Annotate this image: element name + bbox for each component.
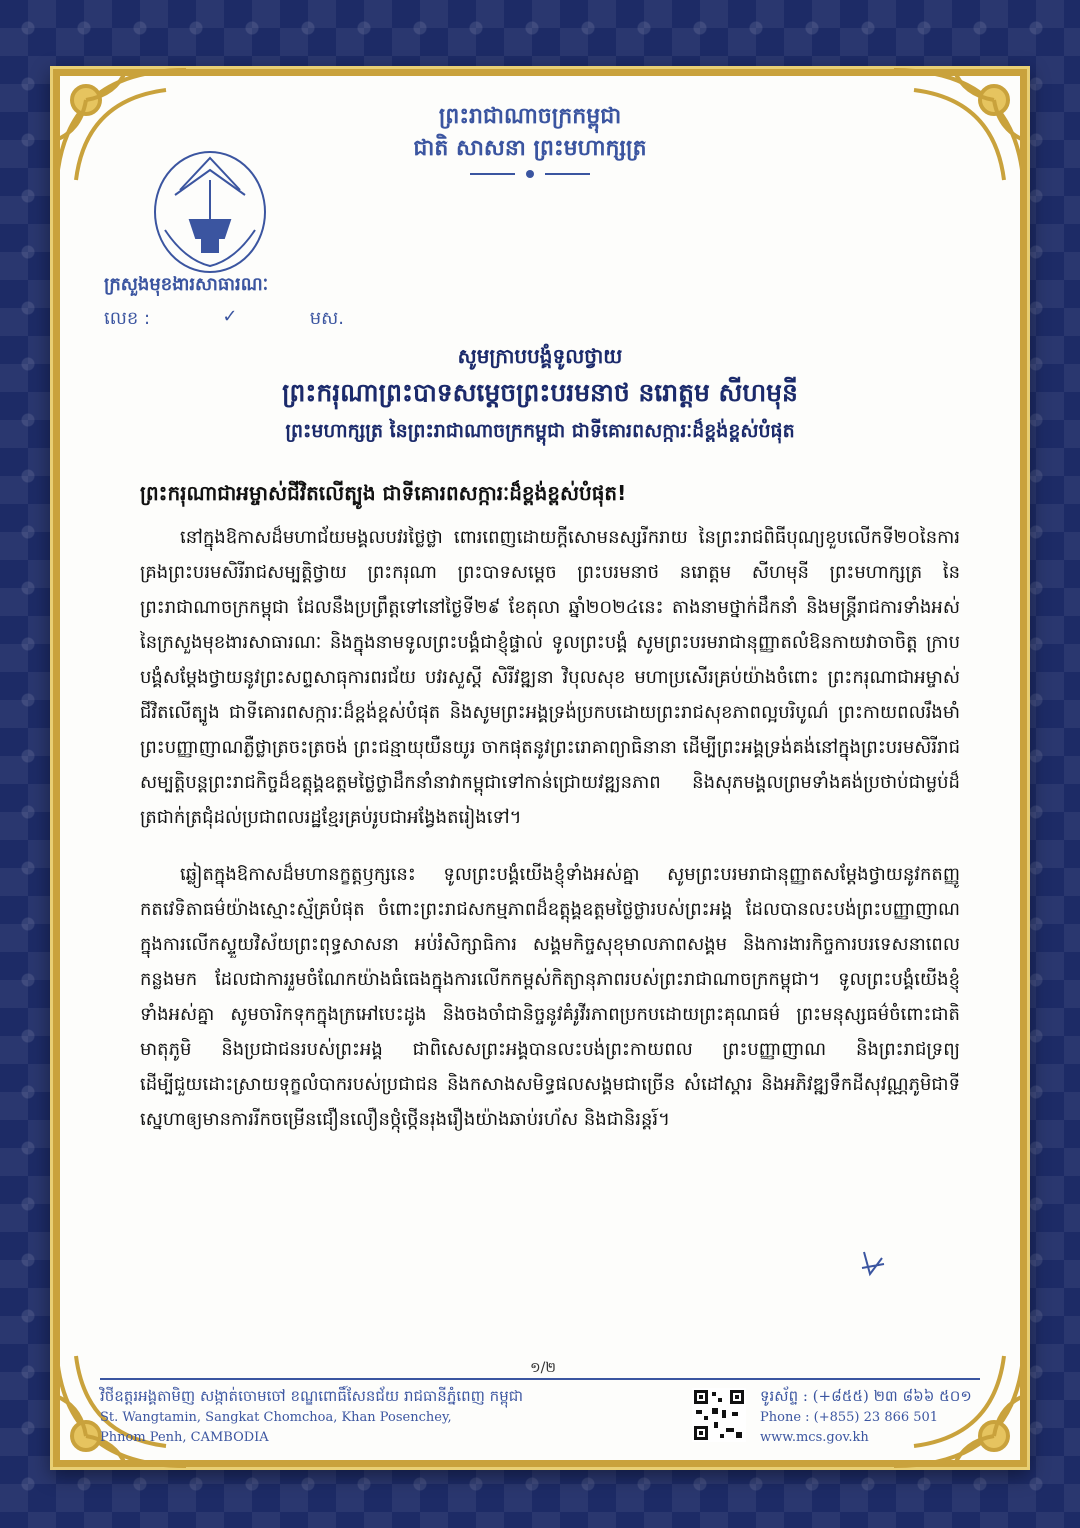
salutation: ព្រះករុណាជាអម្ចាស់ជីវិតលើត្បូង ជាទីគោរពសក្ការៈដ៏ខ្ពង់ខ្ពស់បំផុត! (140, 481, 627, 505)
address-english-2: Phnom Penh, CAMBODIA (100, 1430, 269, 1445)
paragraph-1: នៅក្នុងឱកាសដ៏មហាជ័យមង្គលបវរថ្លៃថ្លា ពោរពេញដោយក្តីសោមនស្សរីករាយ នៃព្រះរាជពិធីបុណ្យខួបលើកទី២០នៃការគ្រងព្រះបរមសិរីរាជសម្បត្តិថ្វាយ ព្រះករុណា ព្រះបាទសម្តេច ព្រះបរមនាថ នរោត្តម សីហមុនី ព្រះមហាក្សត្រ នៃព្រះរាជាណាចក្រកម្ពុជា ដែលនឹងប្រព្រឹត្តទៅនៅថ្ងៃទី២៩ ខែតុលា ឆ្នាំ២០២៤នេះ តាងនាមថ្នាក់ដឹកនាំ និងមន្ត្រីរាជការទាំងអស់នៃក្រសួងមុខងារសាធារណៈ និងក្នុងនាមទូលព្រះបង្គំជាខ្ញុំផ្ទាល់ ទូលព្រះបង្គំ សូមព្រះបរមរាជានុញ្ញាតលំឱនកាយវាចាចិត្ត ក្រាបបង្គំសម្តែងថ្វាយនូវព្រះសព្ទសាធុការពរជ័យ បវរសួស្តី សិរីវឌ្ឍនា វិបុលសុខ មហាប្រសើរគ្រប់យ៉ាងចំពោះ ព្រះករុណាជាអម្ចាស់ជីវិតលើត្បូង ជាទីគោរពសក្ការៈដ៏ខ្ពង់ខ្ពស់បំផុត និងសូមព្រះអង្គទ្រង់ប្រកបដោយព្រះរាជសុខភាពល្អបរិបូណ៌ ព្រះកាយពលរឹងមាំ ព្រះបញ្ញាញាណភ្លឺថ្លាត្រចះត្រចង់ ព្រះជន្មាយុយឺនយូរ ចាកផុតនូវព្រះរោគាព្យាធិនានា ដើម្បីព្រះអង្គទ្រង់គង់នៅក្នុងព្រះបរមសិរីរាជសម្បត្តិបន្តព្រះរាជកិច្ចដ៏ឧត្តុង្គឧត្តមថ្លៃថ្លាដឹកនាំនាវាកម្ពុជាទៅកាន់ជ្រោយវឌ្ឍនភាព និងសុភមង្គលព្រមទាំងគង់ប្រថាប់ជាម្លប់ដ៏ត្រជាក់ត្រជុំដល់ប្រជាពលរដ្ឋខ្មែរគ្រប់រូបជាអង្វែងតរៀងទៅ។ (140, 527, 960, 828)
phone-english: Phone : (+855) 23 866 501 (760, 1410, 939, 1425)
footer-divider (100, 1378, 980, 1380)
page-number: ១/២ (530, 1360, 556, 1376)
ministry-emblem (150, 150, 270, 275)
website-link[interactable]: www.mcs.gov.kh (760, 1430, 869, 1445)
address-titles (110, 340, 970, 448)
signature-initial (860, 1248, 886, 1278)
footer-contact (760, 1384, 972, 1448)
phone-khmer: ទូរស័ព្ទ : (+៨៥៥) ២៣ ៨៦៦ ៥០១ (760, 1387, 972, 1405)
kingdom-name: ព្រះរាជាណាចក្រកម្ពុជា (438, 103, 622, 129)
ref-label: លេខ : (104, 308, 151, 329)
title-line-2: ព្រះករុណាព្រះបាទសម្តេចព្រះបរមនាថ នរោត្តម សីហមុនី (282, 378, 798, 407)
ref-mark: ✓ (222, 306, 238, 327)
title-line-3: ព្រះមហាក្សត្រ នៃព្រះរាជាណាចក្រកម្ពុជា ជាទីគោរពសក្ការៈដ៏ខ្ពង់ខ្ពស់បំផុត (285, 420, 795, 442)
letter-body (140, 520, 960, 1159)
title-line-1: សូមក្រាបបង្គំទូលថ្វាយ (457, 344, 623, 368)
ministry-name: ក្រសួងមុខងារសាធារណៈ (104, 274, 269, 295)
ref-suffix: មស. (309, 308, 344, 329)
national-motto: ជាតិ សាសនា ព្រះមហាក្សត្រ (413, 135, 647, 161)
reference-number (104, 306, 344, 333)
qr-code-icon[interactable] (692, 1388, 746, 1442)
address-khmer: វិថីឧត្តរអង្គតាមិញ សង្កាត់ចោមចៅ ខណ្ឌពោធិ៍សែនជ័យ រាជធានីភ្នំពេញ កម្ពុជា (100, 1387, 524, 1405)
paragraph-2: ឆ្លៀតក្នុងឱកាសដ៏មហានក្ខត្តឫក្សនេះ ទូលព្រះបង្គំយើងខ្ញុំទាំងអស់គ្នា សូមព្រះបរមរាជានុញ្ញាតសម្តែងថ្វាយនូវកតញ្ញូកតវេទិតាធម៌យ៉ាងស្មោះស្ម័គ្របំផុត ចំពោះព្រះរាជសកម្មភាពដ៏ឧត្តុង្គឧត្តមថ្លៃថ្លារបស់ព្រះអង្គ ដែលបានលះបង់ព្រះបញ្ញាញាណ ក្នុងការលើកស្ទួយវិស័យព្រះពុទ្ធសាសនា អប់រំសិក្សាធិការ សង្គមកិច្ចសុខុមាលភាពសង្គម និងការងារកិច្ចការបរទេសនាពេលកន្លងមក ដែលជាការរួមចំណែកយ៉ាងធំធេងក្នុងការលើកកម្ពស់កិត្យានុភាពរបស់ព្រះរាជាណាចក្រកម្ពុជា។ ទូលព្រះបង្គំយើងខ្ញុំទាំងអស់គ្នា សូមចារិកទុកក្នុងក្រអៅបេះដូង និងចងចាំជានិច្ចនូវគំរូវីរភាពប្រកបដោយព្រះគុណធម៌ ព្រះមនុស្សធម៌ចំពោះជាតិ មាតុភូមិ និងប្រជាជនរបស់ព្រះអង្គ ជាពិសេសព្រះអង្គបានលះបង់ព្រះកាយពល ព្រះបញ្ញាញាណ និងព្រះរាជទ្រព្យ ដើម្បីជួយដោះស្រាយទុក្ខលំបាករបស់ប្រជាជន និងកសាងសមិទ្ធផលសង្គមជាច្រើន សំដៅស្តារ និងអភិវឌ្ឍទឹកដីសុវណ្ណភូមិជាទីស្នេហាឲ្យមានការរីកចម្រើនជឿនលឿនថ្កុំថ្កើនរុងរឿងយ៉ាងឆាប់រហ័ស និងជានិរន្តរ៍។ (140, 864, 960, 1130)
kingdom-header (380, 100, 680, 184)
ornament-corner-top-right (884, 60, 1034, 210)
motto-divider-ornament (470, 168, 590, 180)
footer-address (100, 1384, 523, 1448)
address-english-1: St. Wangtamin, Sangkat Chomchoa, Khan Posenchey, (100, 1410, 452, 1425)
